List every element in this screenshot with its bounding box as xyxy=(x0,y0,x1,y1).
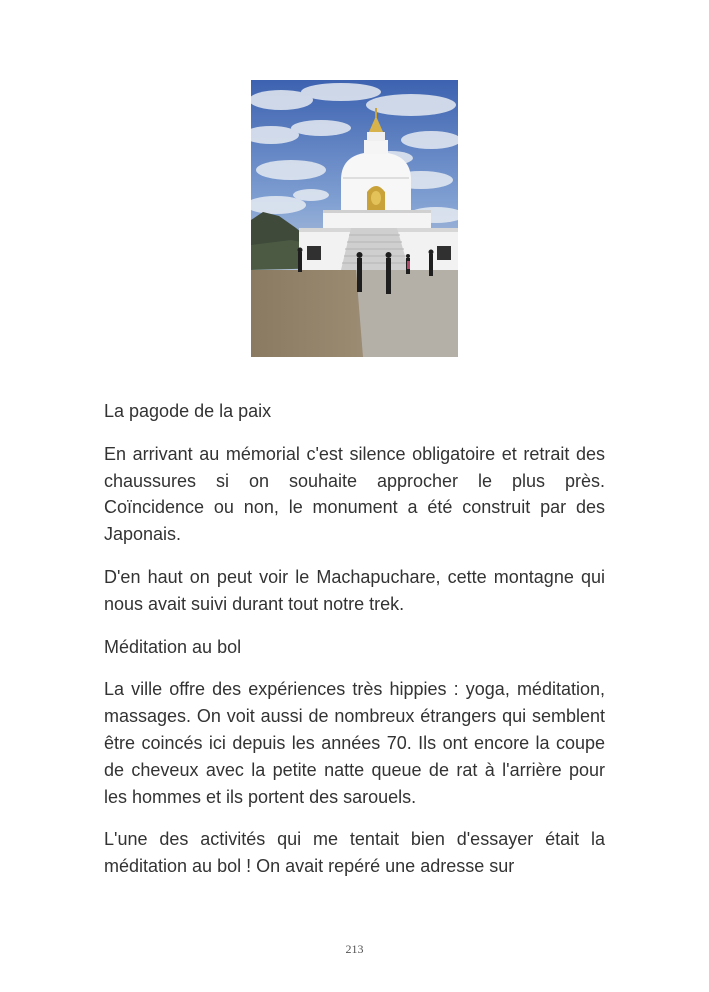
body-text xyxy=(104,398,605,896)
paragraph: L'une des activités qui me tentait bien d'essayer était la méditation au bol ! On avait repéré une adresse sur xyxy=(104,829,605,877)
paragraph: La ville offre des expériences très hippies : yoga, méditation, massages. On voit aussi de nombreux étrangers qui semblent être coincés ici depuis les années 70. Ils ont encore la coupe de cheveux avec la petite natte queue de rat à l'arrière pour les hommes et ils portent des sarouels. xyxy=(104,679,605,807)
paragraph: En arrivant au mémorial c'est silence obligatoire et retrait des chaussures si on souhaite approcher le plus près. Coïncidence ou non, le monument a été construit par des Japonais. xyxy=(104,443,605,545)
section-heading: Méditation au bol xyxy=(104,636,242,657)
page-number: 213 xyxy=(345,942,364,956)
photo-caption: La pagode de la paix xyxy=(104,401,272,421)
peace-pagoda-photo xyxy=(251,80,458,357)
paragraph: D'en haut on peut voir le Machapuchare, cette montagne qui nous avait suivi durant tout notre trek. xyxy=(104,566,605,614)
